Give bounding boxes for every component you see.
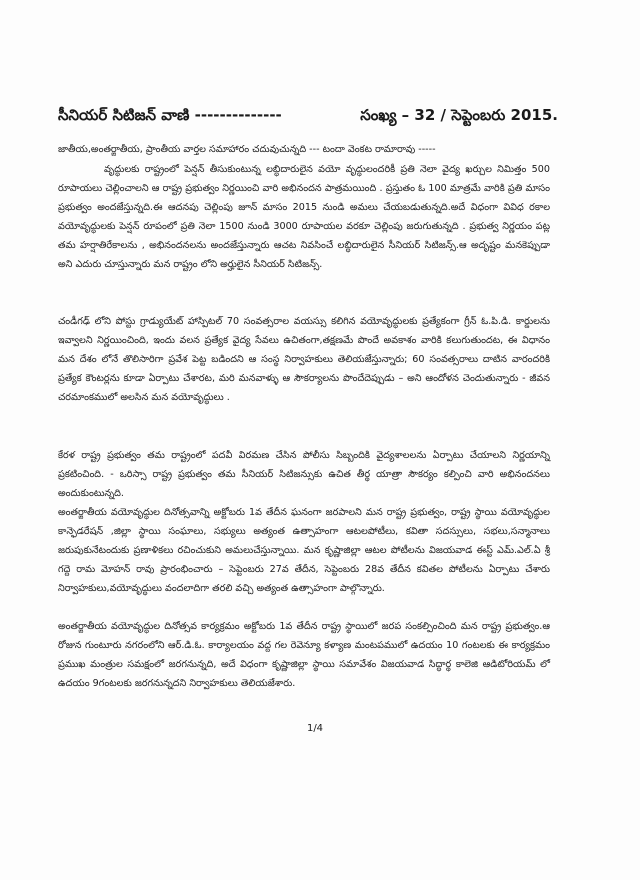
paragraph-kerala-orissa: కేరళ రాష్ట్ర ప్రభుత్వం తమ రాష్ట్రంలో పదవీ విరమణ చేసిన పోలీసు సిబ్బందికి వైద్యశాలలను ఏర్పాటు చేయాలని నిర్ణయాన్ని ప్రకటించింది. - ఒరిస్సా రాష్ట్ర ప్రభుత్వం తమ సీనియర్ సిటిజన్సుకు ఉచిత తీర్థ యాత్రా సౌకర్యం కల్పించి వారి అభినందనలు అందుకుంటున్నది. [58,450,550,499]
paragraph-chandigarh-hospital: చండీగఢ్ లోని పోస్టు గ్రాడ్యుయేట్ హాస్పిటల్ 70 సంవత్సరాల వయస్సు కలిగిన వయోవృద్ధులకు ప్రత్యేకంగా గ్రీన్ ఓ.పి.డి. కార్డులను ఇవ్వాలని నిర్ణయించింది, ఇందు వలన ప్రత్యేక వైద్య సేవలు ఉచితంగా,తక్షణమే పొందే అవకాశం వారికి కలుగుతుందట, ఈ విధానం మన దేశం లోనే తొలిసారిగా ప్రవేశ పెట్ట బడిందని ఆ సంస్థ నిర్వాహకులు తెలియజేస్తున్నారు; 60 సంవత్సరాలు దాటిన వారందరికి ప్రత్యేక కౌంటర్లను కూడా ఏర్పాటు చేశారట, మరి మనవాళ్ళు ఆ సౌకర్యాలను పొందేదెప్పుడు – అని ఆందోళన చెందుతున్నారు - జీవన చరమాంకములో అలసిన మన వయోవృద్ధులు . [58,316,550,403]
newsletter-title: సీనియర్ సిటిజన్ వాణి -------------- [58,106,282,124]
paragraph-pension-medical: వృద్ధులకు రాష్ట్రంలో పెన్షన్ తీసుకుంటున్న లబ్ధిదారులైన వయో వృద్ధులందరికీ ప్రతి నెలా వైద్య ఖర్చుల నిమిత్తం 500 రూపాయలు చెల్లించాలని ఆ రాష్ట్ర ప్రభుత్వం నిర్ణయించి వారి అభినందన పాత్రమయింది . ప్రస్తుతం ఓ 100 మాత్రమే వారికి ప్రతి మాసం ప్రభుత్వం అందజేస్తున్నది.ఈ ఆదనపు చెల్లింపు జూన్ మాసం 2015 నుండి అమలు చేయబడుతున్నది.అదే విధంగా వివిధ రకాల వయోవృద్ధులకు పెన్షన్ రూపంలో ప్రతి నెలా 1500 నుండి 3000 రూపాయల వరకూ చెల్లింపు జరుగుతున్నది . ప్రభుత్వ నిర్ణయం పట్ల తమ హర్షాతిరేకాలను , అభినందనలను అందజేస్తున్నారు ఆచట నివసించే లబ్ధిదారులైన సీనియర్ సిటిజన్స్.ఆ అదృష్టం మనకెప్పుడా అని ఎదురు చూస్తున్నారు మన రాష్ట్రం లోని అర్హులైన సీనియర్ సిటిజన్స్. [58,164,550,270]
paragraph-elders-day-celebrations: అంతర్జాతీయ వయోవృద్ధుల దినోత్సవాన్ని అక్టోబరు 1వ తేదీన ఘనంగా జరపాలని మన రాష్ట్ర ప్రభుత్వం, రాష్ట్ర స్థాయి వయోవృద్ధుల కాన్ఫెడరేషన్ ,జిల్లా స్థాయి సంఘాలు, సభ్యులు అత్యంత ఉత్సాహంగా ఆటలపోటీలు, కవితా సదస్సులు, సభలు,సన్మానాలు జరుపుకునేటందుకు ప్రణాళికలు రచించుకుని అమలుచేస్తున్నాయి. మన కృష్ణాజిల్లా ఆటల పోటీలను విజయవాడ ఈస్ట్ ఎమ్.ఎల్.ఏ శ్రీ గద్దె రామ మోహన్ రావు ప్రారంభించారు – సెప్టెంబరు 27వ తేదీన, సెప్టెంబరు 28వ తేదీన కవితల పోటీలను ఏర్పాటు చేశారు నిర్వాహకులు,వయోవృద్ధులు వందలాదిగా తరలి వచ్చి అత్యంత ఉత్సాహంగా పాల్గొన్నారు. [58,507,550,594]
paragraph-state-event: అంతర్జాతీయ వయోవృద్ధుల దినోత్సవ కార్యక్రమం అక్టోబరు 1వ తేదీన రాష్ట్ర స్థాయిలో జరప సంకల్పించింది మన రాష్ట్ర ప్రభుత్వం.ఆ రోజున గుంటూరు నగరంలోని ఆర్.డి.ఓ. కార్యాలయం వద్ద గల రెవెన్యూ కళ్యాణ మంటపములో ఉదయం 10 గంటలకు ఈ కార్యక్రమం ప్రముఖ మంత్రుల సమక్షంలో జరగనున్నది, అదే విధంగా కృష్ణాజిల్లా స్థాయి సమావేశం విజయవాడ సిద్ధార్థ కాలెజి ఆడిటోరియమ్ లో ఉదయం 9గంటలకు జరగనున్నదని నిర్వాహకులు తెలియజేశారు. [58,621,550,689]
page-number: 1/4 [306,723,324,734]
issue-number-date: సంఖ్య – 32 / సెప్టెంబరు 2015. [360,106,558,124]
intro-line: జాతీయ,అంతర్జాతీయ, ప్రాంతీయ వార్తల సమాహారం చదువుచున్నది --- టందా వెంకట రామారావు ----- [58,144,436,155]
newsletter-header [58,106,558,136]
